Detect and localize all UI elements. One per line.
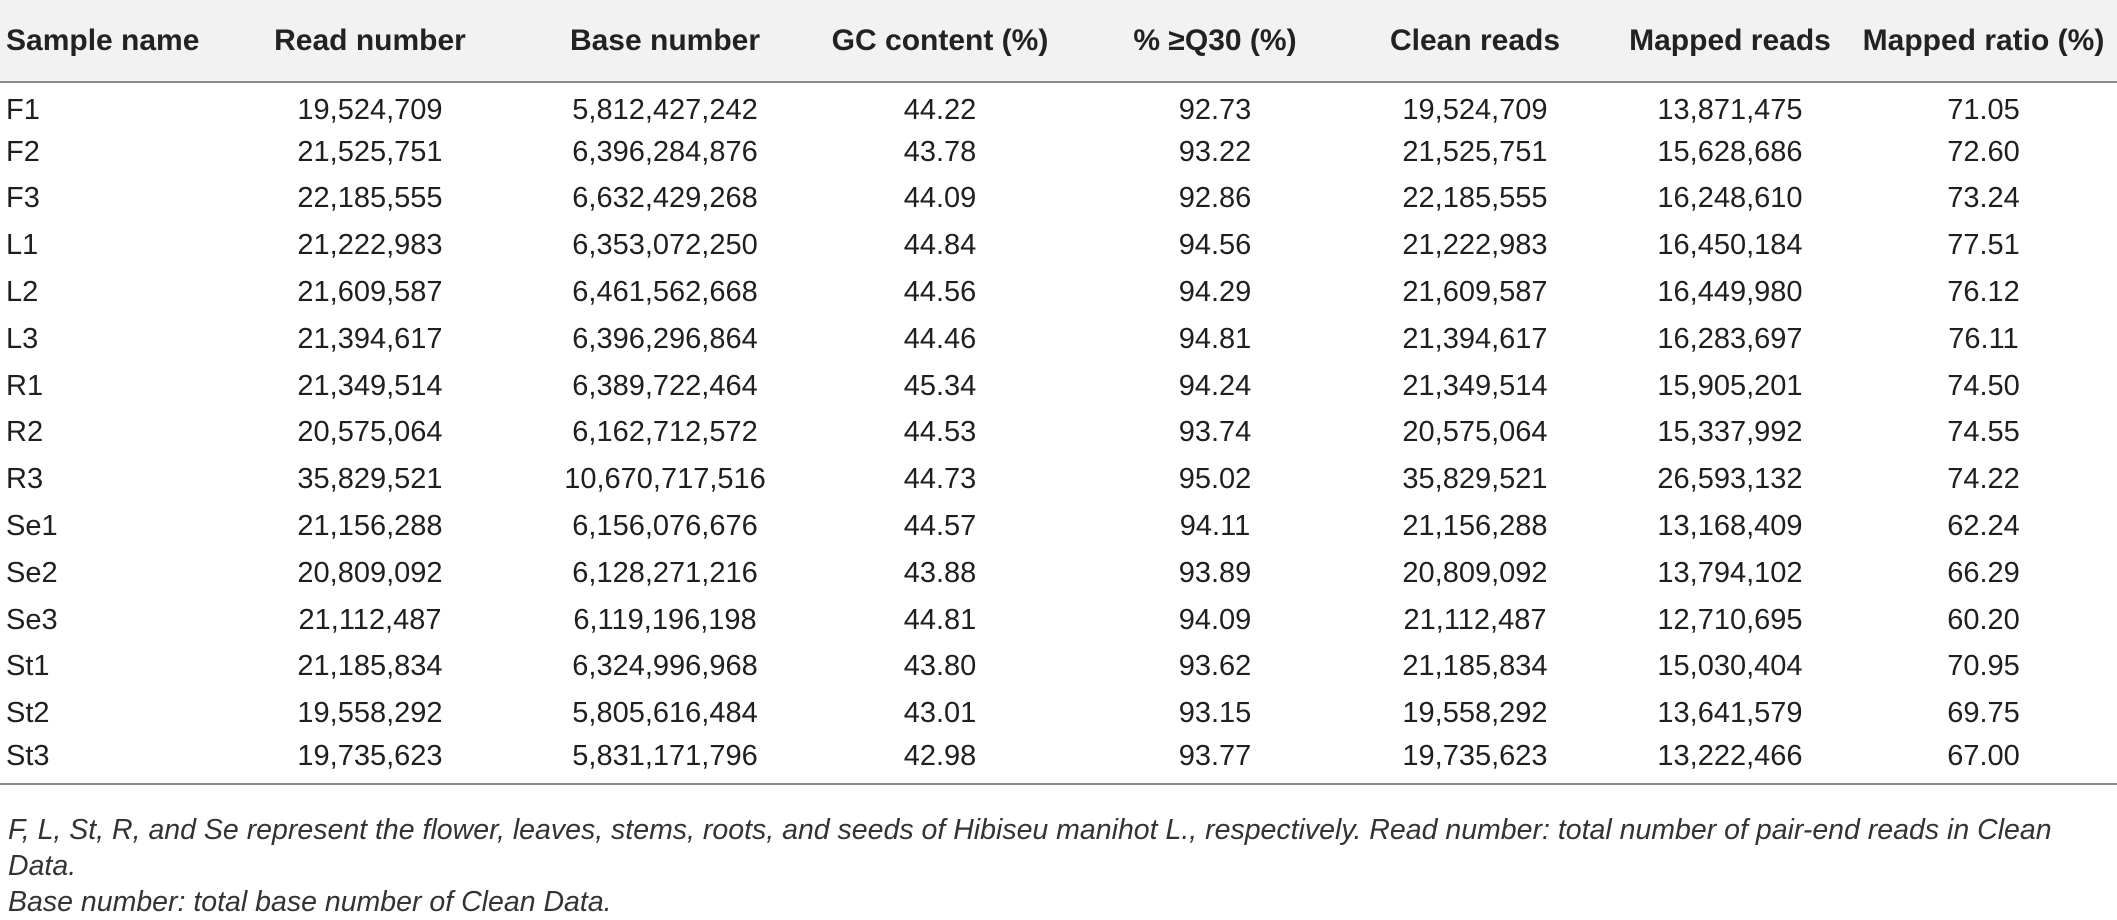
cell-read-number: 21,156,288 <box>297 510 443 543</box>
cell-q30: 94.24 <box>1178 369 1252 402</box>
table-footnote <box>8 812 2108 920</box>
table-row <box>0 690 2117 737</box>
cell-base-number: 6,461,562,668 <box>572 276 758 309</box>
cell-clean-reads: 19,524,709 <box>1402 94 1548 127</box>
cell-gc-content: 44.53 <box>903 416 977 449</box>
cell-mapped-reads: 13,871,475 <box>1657 94 1803 127</box>
cell-sample-name: L1 <box>6 229 39 262</box>
cell-gc-content: 44.81 <box>903 603 977 636</box>
cell-q30: 93.77 <box>1090 737 1340 784</box>
table-row <box>0 456 2117 503</box>
footnote-line-1: F, L, St, R, and Se represent the flower, leaves, stems, roots, and seeds of Hibiseu manihot L., respectively. Read number: total number of pair-end reads in Clean Data. <box>8 814 2052 882</box>
cell-sample-name: St3 <box>0 737 200 784</box>
cell-sample-name: L2 <box>6 276 39 309</box>
cell-read-number: 22,185,555 <box>297 182 443 215</box>
table-row <box>0 269 2117 316</box>
cell-base-number: 6,396,284,876 <box>572 135 758 168</box>
cell-clean-reads: 21,222,983 <box>1402 229 1548 262</box>
table-row <box>0 222 2117 269</box>
cell-base-number: 5,805,616,484 <box>572 697 758 730</box>
cell-q30: 93.74 <box>1178 416 1252 449</box>
cell-gc-content: 43.80 <box>903 650 977 683</box>
cell-mapped-reads: 15,628,686 <box>1657 135 1803 168</box>
cell-base-number: 6,632,429,268 <box>572 182 758 215</box>
cell-gc-content: 45.34 <box>903 369 977 402</box>
table-row <box>0 597 2117 644</box>
cell-read-number: 19,558,292 <box>297 697 443 730</box>
cell-mapped-ratio: 67.00 <box>1850 737 2117 784</box>
cell-mapped-ratio: 77.51 <box>1947 229 2020 262</box>
cell-base-number: 5,812,427,242 <box>572 94 758 127</box>
cell-q30: 93.15 <box>1178 697 1252 730</box>
footnote-line-2: Base number: total base number of Clean Data. <box>8 886 612 918</box>
cell-read-number: 21,112,487 <box>298 603 442 636</box>
cell-sample-name: L3 <box>6 322 39 355</box>
cell-sample-name: F3 <box>6 182 40 215</box>
table-row <box>0 503 2117 550</box>
cell-q30: 94.81 <box>1178 322 1252 355</box>
table-row <box>0 550 2117 597</box>
cell-mapped-ratio: 74.55 <box>1947 416 2020 449</box>
cell-mapped-reads: 13,168,409 <box>1657 510 1803 543</box>
cell-read-number: 35,829,521 <box>297 463 443 496</box>
cell-sample-name: R1 <box>6 369 44 402</box>
header-base-number: Base number <box>540 0 790 82</box>
cell-read-number: 21,609,587 <box>297 276 443 309</box>
cell-mapped-ratio: 66.29 <box>1947 556 2020 589</box>
cell-mapped-ratio: 71.05 <box>1947 94 2020 127</box>
cell-base-number: 6,353,072,250 <box>572 229 758 262</box>
cell-q30: 94.11 <box>1179 510 1251 543</box>
cell-sample-name: F2 <box>6 135 40 168</box>
cell-gc-content: 44.57 <box>903 510 977 543</box>
cell-sample-name: Se1 <box>6 510 58 543</box>
header-read-number: Read number <box>200 0 540 82</box>
cell-sample-name: St2 <box>6 697 50 730</box>
cell-base-number: 6,119,196,198 <box>573 603 757 636</box>
table-row <box>0 82 2117 129</box>
cell-read-number: 21,185,834 <box>297 650 443 683</box>
cell-read-number: 20,809,092 <box>297 556 443 589</box>
cell-gc-content: 44.46 <box>903 322 977 355</box>
table-row <box>0 363 2117 410</box>
cell-clean-reads: 21,185,834 <box>1402 650 1548 683</box>
cell-base-number: 5,831,171,796 <box>540 737 790 784</box>
table-row <box>0 410 2117 457</box>
cell-sample-name: Se3 <box>6 603 58 636</box>
cell-clean-reads: 20,809,092 <box>1402 556 1548 589</box>
cell-base-number: 6,324,996,968 <box>572 650 758 683</box>
header-mapped-reads: Mapped reads <box>1610 0 1850 82</box>
cell-mapped-reads: 15,337,992 <box>1657 416 1803 449</box>
cell-mapped-ratio: 62.24 <box>1947 510 2020 543</box>
header-sample-name: Sample name <box>0 0 200 82</box>
cell-base-number: 10,670,717,516 <box>564 463 766 496</box>
cell-base-number: 6,128,271,216 <box>572 556 758 589</box>
cell-sample-name: R2 <box>6 416 44 449</box>
cell-read-number: 19,735,623 <box>200 737 540 784</box>
cell-read-number: 21,349,514 <box>297 369 443 402</box>
cell-mapped-ratio: 72.60 <box>1947 135 2020 168</box>
cell-q30: 92.73 <box>1178 94 1252 127</box>
cell-sample-name: R3 <box>6 463 44 496</box>
cell-mapped-ratio: 60.20 <box>1947 603 2020 636</box>
cell-base-number: 6,156,076,676 <box>572 510 758 543</box>
cell-mapped-ratio: 76.12 <box>1947 276 2020 309</box>
cell-clean-reads: 21,609,587 <box>1402 276 1548 309</box>
cell-q30: 94.56 <box>1178 229 1252 262</box>
cell-clean-reads: 21,525,751 <box>1402 135 1548 168</box>
cell-mapped-reads: 13,222,466 <box>1610 737 1850 784</box>
cell-mapped-reads: 16,248,610 <box>1657 182 1803 215</box>
cell-gc-content: 44.09 <box>903 182 977 215</box>
table-header-row <box>0 0 2117 82</box>
header-gc-content: GC content (%) <box>790 0 1090 82</box>
cell-mapped-ratio: 73.24 <box>1947 182 2020 215</box>
cell-mapped-reads: 15,905,201 <box>1657 369 1803 402</box>
cell-clean-reads: 21,394,617 <box>1402 322 1548 355</box>
cell-q30: 93.22 <box>1178 135 1252 168</box>
cell-q30: 94.29 <box>1178 276 1252 309</box>
table-body <box>0 82 2117 784</box>
table-row <box>0 644 2117 691</box>
cell-clean-reads: 19,735,623 <box>1340 737 1610 784</box>
cell-gc-content: 43.01 <box>903 697 977 730</box>
cell-clean-reads: 20,575,064 <box>1402 416 1548 449</box>
cell-base-number: 6,389,722,464 <box>572 369 758 402</box>
cell-q30: 92.86 <box>1178 182 1252 215</box>
cell-mapped-reads: 13,794,102 <box>1657 556 1803 589</box>
cell-read-number: 21,222,983 <box>297 229 443 262</box>
cell-clean-reads: 22,185,555 <box>1402 182 1548 215</box>
cell-mapped-ratio: 69.75 <box>1947 697 2020 730</box>
cell-gc-content: 43.88 <box>903 556 977 589</box>
cell-mapped-reads: 16,450,184 <box>1657 229 1803 262</box>
cell-mapped-ratio: 74.50 <box>1947 369 2020 402</box>
cell-q30: 94.09 <box>1178 603 1252 636</box>
cell-clean-reads: 21,349,514 <box>1402 369 1548 402</box>
cell-clean-reads: 19,558,292 <box>1402 697 1548 730</box>
header-clean-reads: Clean reads <box>1340 0 1610 82</box>
cell-mapped-reads: 15,030,404 <box>1657 650 1803 683</box>
cell-gc-content: 44.73 <box>903 463 977 496</box>
cell-mapped-reads: 26,593,132 <box>1657 463 1803 496</box>
cell-mapped-ratio: 74.22 <box>1947 463 2020 496</box>
cell-q30: 95.02 <box>1178 463 1252 496</box>
cell-read-number: 20,575,064 <box>297 416 443 449</box>
cell-read-number: 21,394,617 <box>297 322 443 355</box>
cell-sample-name: St1 <box>6 650 50 683</box>
table-row <box>0 316 2117 363</box>
header-q30: % ≥Q30 (%) <box>1090 0 1340 82</box>
cell-mapped-reads: 13,641,579 <box>1657 697 1803 730</box>
cell-sample-name: F1 <box>6 94 40 127</box>
cell-read-number: 19,524,709 <box>297 94 443 127</box>
cell-gc-content: 44.84 <box>903 229 977 262</box>
cell-q30: 93.62 <box>1178 650 1252 683</box>
cell-read-number: 21,525,751 <box>297 135 443 168</box>
cell-mapped-reads: 16,283,697 <box>1657 322 1803 355</box>
table-row <box>0 176 2117 223</box>
cell-gc-content: 44.22 <box>903 94 977 127</box>
header-mapped-ratio: Mapped ratio (%) <box>1850 0 2117 82</box>
table-row <box>0 129 2117 176</box>
cell-gc-content: 44.56 <box>903 276 977 309</box>
cell-sample-name: Se2 <box>6 556 58 589</box>
cell-gc-content: 42.98 <box>790 737 1090 784</box>
cell-clean-reads: 21,156,288 <box>1402 510 1548 543</box>
cell-mapped-reads: 16,449,980 <box>1657 276 1803 309</box>
cell-mapped-reads: 12,710,695 <box>1657 603 1803 636</box>
cell-gc-content: 43.78 <box>903 135 977 168</box>
cell-base-number: 6,396,296,864 <box>572 322 758 355</box>
table-row <box>0 737 2117 784</box>
cell-base-number: 6,162,712,572 <box>572 416 758 449</box>
cell-clean-reads: 21,112,487 <box>1403 603 1547 636</box>
cell-mapped-ratio: 76.11 <box>1948 322 2019 355</box>
cell-mapped-ratio: 70.95 <box>1947 650 2020 683</box>
cell-q30: 93.89 <box>1178 556 1252 589</box>
cell-clean-reads: 35,829,521 <box>1402 463 1548 496</box>
